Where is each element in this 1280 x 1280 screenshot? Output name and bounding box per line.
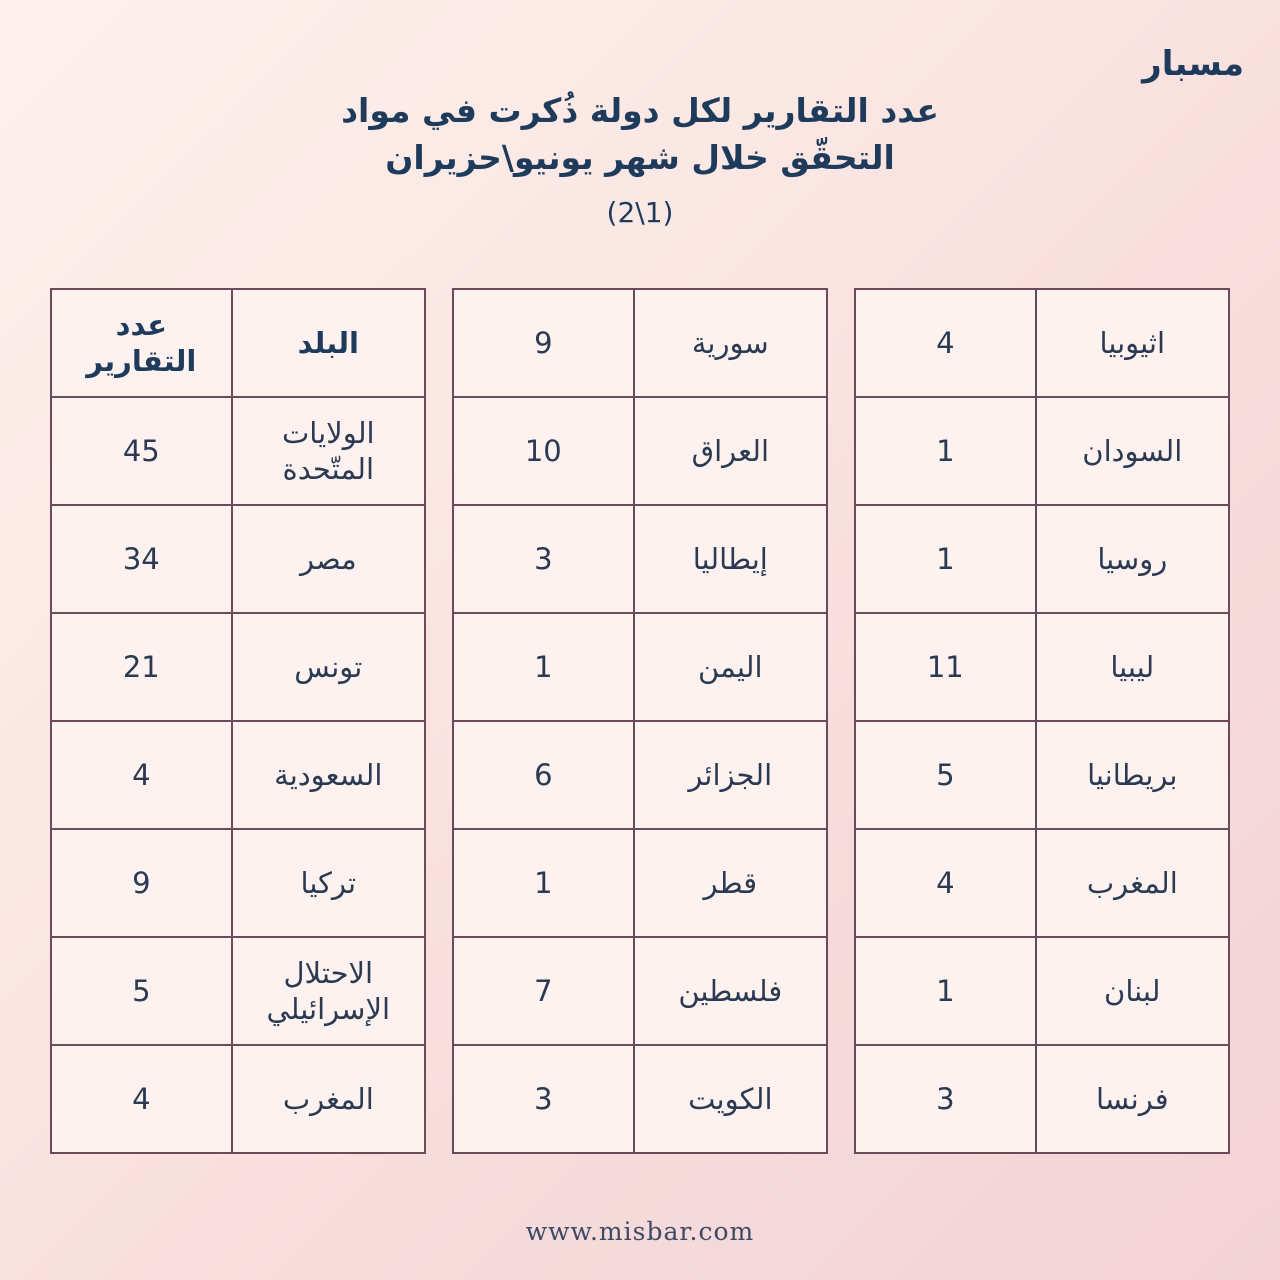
table-row <box>856 290 1228 398</box>
country-name: الولايات المتّحدة <box>231 398 424 504</box>
table-row <box>454 290 826 398</box>
country-name: سورية <box>633 290 826 396</box>
report-count: 3 <box>936 1081 955 1116</box>
country-name: لبنان <box>1035 938 1228 1044</box>
report-count: 4 <box>936 865 955 900</box>
table-row <box>52 722 424 830</box>
table-row <box>52 1046 424 1152</box>
table-row <box>856 722 1228 830</box>
table-row <box>856 398 1228 506</box>
country-name: الكويت <box>633 1046 826 1152</box>
report-count: 4 <box>936 325 955 360</box>
table-row <box>454 506 826 614</box>
report-count: 1 <box>936 541 955 576</box>
report-count: 10 <box>524 433 562 468</box>
country-name: إيطاليا <box>633 506 826 612</box>
country-name: فلسطين <box>633 938 826 1044</box>
country-name: تركيا <box>231 830 424 936</box>
table-middle <box>452 288 828 1154</box>
report-count: 1 <box>534 649 553 684</box>
report-count: 45 <box>122 433 160 468</box>
report-count: 3 <box>534 541 553 576</box>
column-header-count: عدد التقارير <box>86 307 197 378</box>
country-name: السودان <box>1035 398 1228 504</box>
report-count: 34 <box>122 541 160 576</box>
report-count: 6 <box>534 757 553 792</box>
country-name: اليمن <box>633 614 826 720</box>
table-header-row <box>52 290 424 398</box>
country-name: بريطانيا <box>1035 722 1228 828</box>
title-block <box>0 88 1280 229</box>
report-count: 4 <box>132 757 151 792</box>
country-name: فرنسا <box>1035 1046 1228 1152</box>
table-row <box>856 506 1228 614</box>
report-count: 9 <box>534 325 553 360</box>
country-name: تونس <box>231 614 424 720</box>
country-name: المغرب <box>231 1046 424 1152</box>
column-header-country: البلد <box>231 290 424 396</box>
table-row <box>856 1046 1228 1152</box>
page-subtitle: (1\2) <box>606 195 674 229</box>
report-count: 21 <box>122 649 160 684</box>
report-count: 9 <box>132 865 151 900</box>
page-title: عدد التقارير لكل دولة ذُكرت في مواد التحقّق خلال شهر يونيو\حزيران <box>341 91 939 177</box>
table-row <box>856 938 1228 1046</box>
report-count: 7 <box>534 973 553 1008</box>
country-name: ليبيا <box>1035 614 1228 720</box>
table-right <box>50 288 426 1154</box>
country-name: اثيوبيا <box>1035 290 1228 396</box>
table-row <box>454 830 826 938</box>
footer-website: www.misbar.com <box>525 1217 755 1246</box>
report-count: 1 <box>534 865 553 900</box>
table-row <box>52 830 424 938</box>
report-count: 5 <box>936 757 955 792</box>
table-row <box>454 722 826 830</box>
table-row <box>52 398 424 506</box>
table-row <box>52 506 424 614</box>
table-row <box>856 830 1228 938</box>
brand-logo: مسبار <box>1142 44 1244 84</box>
table-left <box>854 288 1230 1154</box>
table-row <box>454 614 826 722</box>
report-count: 3 <box>534 1081 553 1116</box>
tables-container <box>50 288 1230 1154</box>
report-count: 11 <box>926 649 964 684</box>
country-name: الجزائر <box>633 722 826 828</box>
report-count: 5 <box>132 973 151 1008</box>
report-count: 1 <box>936 973 955 1008</box>
table-row <box>454 938 826 1046</box>
table-row <box>52 614 424 722</box>
table-row <box>52 938 424 1046</box>
country-name: روسيا <box>1035 506 1228 612</box>
country-name: العراق <box>633 398 826 504</box>
table-row <box>454 1046 826 1152</box>
country-name: قطر <box>633 830 826 936</box>
country-name: السعودية <box>231 722 424 828</box>
country-name: الاحتلال الإسرائيلي <box>231 938 424 1044</box>
table-row <box>856 614 1228 722</box>
report-count: 1 <box>936 433 955 468</box>
country-name: مصر <box>231 506 424 612</box>
country-name: المغرب <box>1035 830 1228 936</box>
table-row <box>454 398 826 506</box>
report-count: 4 <box>132 1081 151 1116</box>
